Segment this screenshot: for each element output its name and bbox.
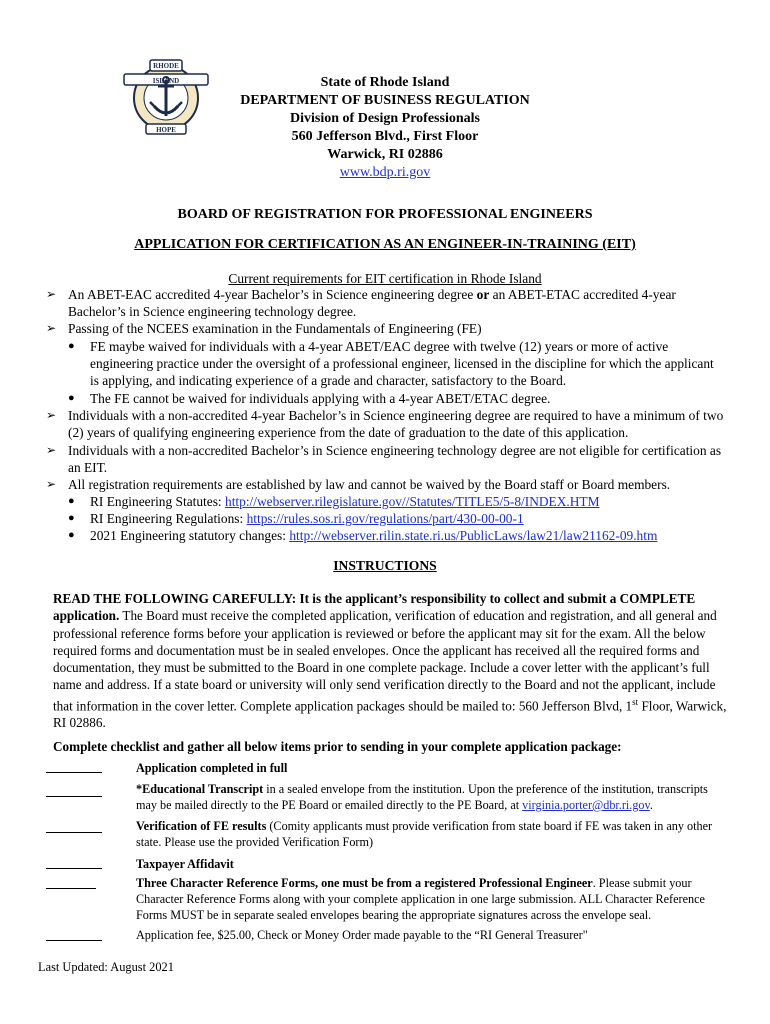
checkbox-line-fee[interactable]	[46, 940, 102, 941]
bullet-icon: ●	[68, 529, 75, 541]
checklist-reference-forms: Three Character Reference Forms, one must be from a registered Professional Engineer. Please submit your Character Reference Forms along with your complete application in one large submission. ALL Character Reference Forms MUST be in separate sealed envelopes bearing the appropriate signatures across the envelope seal.	[136, 876, 705, 922]
requirement-item: ➢ Individuals with a non-accredited Bachelor’s in Science engineering technology degree are not eligible for certification as an EIT.	[46, 443, 722, 475]
header-address: 560 Jefferson Blvd., First Floor	[291, 129, 479, 144]
email-link[interactable]: virginia.porter@dbr.ri.gov	[522, 798, 650, 812]
last-updated: Last Updated: August 2021	[38, 960, 174, 974]
checkbox-line-application[interactable]	[46, 772, 102, 773]
checkbox-line-transcript[interactable]	[46, 796, 102, 797]
checkbox-line-fe-results[interactable]	[46, 832, 102, 833]
bullet-icon: ●	[68, 392, 75, 404]
requirement-item: ➢ Passing of the NCEES examination in the Fundamentals of Engineering (FE)	[46, 321, 482, 336]
arrow-bullet-icon: ➢	[46, 477, 57, 491]
statutory-changes-link-item: ● 2021 Engineering statutory changes: http://webserver.rilin.state.ri.us/PublicLaws/law21/law21162-09.htm	[68, 528, 658, 543]
instructions-heading: INSTRUCTIONS	[333, 558, 437, 573]
requirement-item: ➢ Individuals with a non-accredited 4-year Bachelor’s in Science engineering degree are required to have a minimum of two (2) years of qualifying engineering experience from the date of graduation to the date of this application.	[46, 408, 724, 440]
instructions-paragraph: READ THE FOLLOWING CAREFULLY: It is the applicant’s responsibility to collect and submit a COMPLETE application. The Board must receive the completed application, verification of education and registration, and all general and professional reference forms before your application is reviewed or before the applicant may sit for the exam. All the below required forms and documentation must be in sealed envelopes. Once the applicant has received all the required forms and documentation, they must be submitted to the Board in one complete package. Include a cover letter with the applicant’s full name and address. If a state board or university will only send verification directly to the Board and not the applicant, include that information in the cover letter. Complete application packages should be mailed to: 560 Jefferson Blvd, 1st Floor, Warwick, RI 02886.	[53, 591, 727, 731]
statute-link-item: ● RI Engineering Statutes: http://webserver.rilegislature.gov//Statutes/TITLE5/5-8/INDEX.HTM	[68, 494, 600, 509]
application-title: APPLICATION FOR CERTIFICATION AS AN ENGINEER-IN-TRAINING (EIT)	[134, 237, 636, 252]
seal-text-bottom: HOPE	[156, 126, 176, 134]
requirements-heading: Current requirements for EIT certification in Rhode Island	[228, 271, 542, 286]
checkbox-line-taxpayer[interactable]	[46, 868, 102, 869]
bullet-icon: ●	[68, 512, 75, 524]
header-city: Warwick, RI 02886	[327, 147, 443, 162]
regulations-link[interactable]: https://rules.sos.ri.gov/regulations/part/430-00-00-1	[246, 511, 524, 526]
requirement-subitem: ● FE maybe waived for individuals with a 4-year ABET/EAC degree with twelve (12) years or more of active engineering practice under the oversight of a professional engineer, licensed in the discipline for which the applicant is applying, and indicating experience of a grade and character, satisfactory to the Board.	[68, 339, 714, 388]
board-title: BOARD OF REGISTRATION FOR PROFESSIONAL ENGINEERS	[177, 207, 593, 222]
seal-text-top: RHODE	[153, 62, 179, 70]
bullet-icon: ●	[68, 495, 75, 507]
arrow-bullet-icon: ➢	[46, 321, 57, 335]
statutes-link[interactable]: http://webserver.rilegislature.gov//Statutes/TITLE5/5-8/INDEX.HTM	[225, 494, 600, 509]
header-division: Division of Design Professionals	[290, 111, 480, 126]
checkbox-line-references[interactable]	[46, 888, 96, 889]
arrow-bullet-icon: ➢	[46, 443, 57, 457]
checklist-application: Application completed in full	[136, 761, 288, 775]
seal-text-left: ISLAND	[152, 77, 180, 85]
statutory-changes-link[interactable]: http://webserver.rilin.state.ri.us/PublicLaws/law21/law21162-09.htm	[289, 528, 658, 543]
arrow-bullet-icon: ➢	[46, 408, 57, 422]
checklist-heading: Complete checklist and gather all below items prior to sending in your complete application package:	[53, 739, 622, 754]
checklist-application-fee: Application fee, $25.00, Check or Money Order made payable to the “RI General Treasurer"	[136, 928, 588, 942]
requirement-subitem: ● The FE cannot be waived for individuals applying with a 4-year ABET/ETAC degree.	[68, 391, 551, 406]
checklist-taxpayer-affidavit: Taxpayer Affidavit	[136, 857, 234, 871]
header-state: State of Rhode Island	[320, 75, 450, 90]
arrow-bullet-icon: ➢	[46, 287, 57, 301]
bullet-icon: ●	[68, 340, 75, 352]
requirement-item: ➢ All registration requirements are established by law and cannot be waived by the Board staff or Board members.	[46, 477, 671, 492]
checklist-fe-results: Verification of FE results (Comity applicants must provide verification from state board if FE was taken in any other state. Please use the provided Verification Form)	[136, 819, 713, 849]
website-link[interactable]: www.bdp.ri.gov	[339, 165, 431, 180]
requirement-item: ➢ An ABET-EAC accredited 4-year Bachelor’s in Science engineering degree or an ABET-ETAC accredited 4-year Bachelor’s in Science engineering technology degree.	[46, 287, 676, 319]
regulations-link-item: ● RI Engineering Regulations: https://rules.sos.ri.gov/regulations/part/430-00-00-1	[68, 511, 524, 526]
header-department: DEPARTMENT OF BUSINESS REGULATION	[240, 93, 530, 108]
checklist-transcript: *Educational Transcript in a sealed envelope from the institution. Upon the preference of the institution, transcripts may be mailed directly to the PE Board or emailed directly to the PE Board, at virginia.porter@dbr.ri.gov.	[136, 782, 708, 812]
